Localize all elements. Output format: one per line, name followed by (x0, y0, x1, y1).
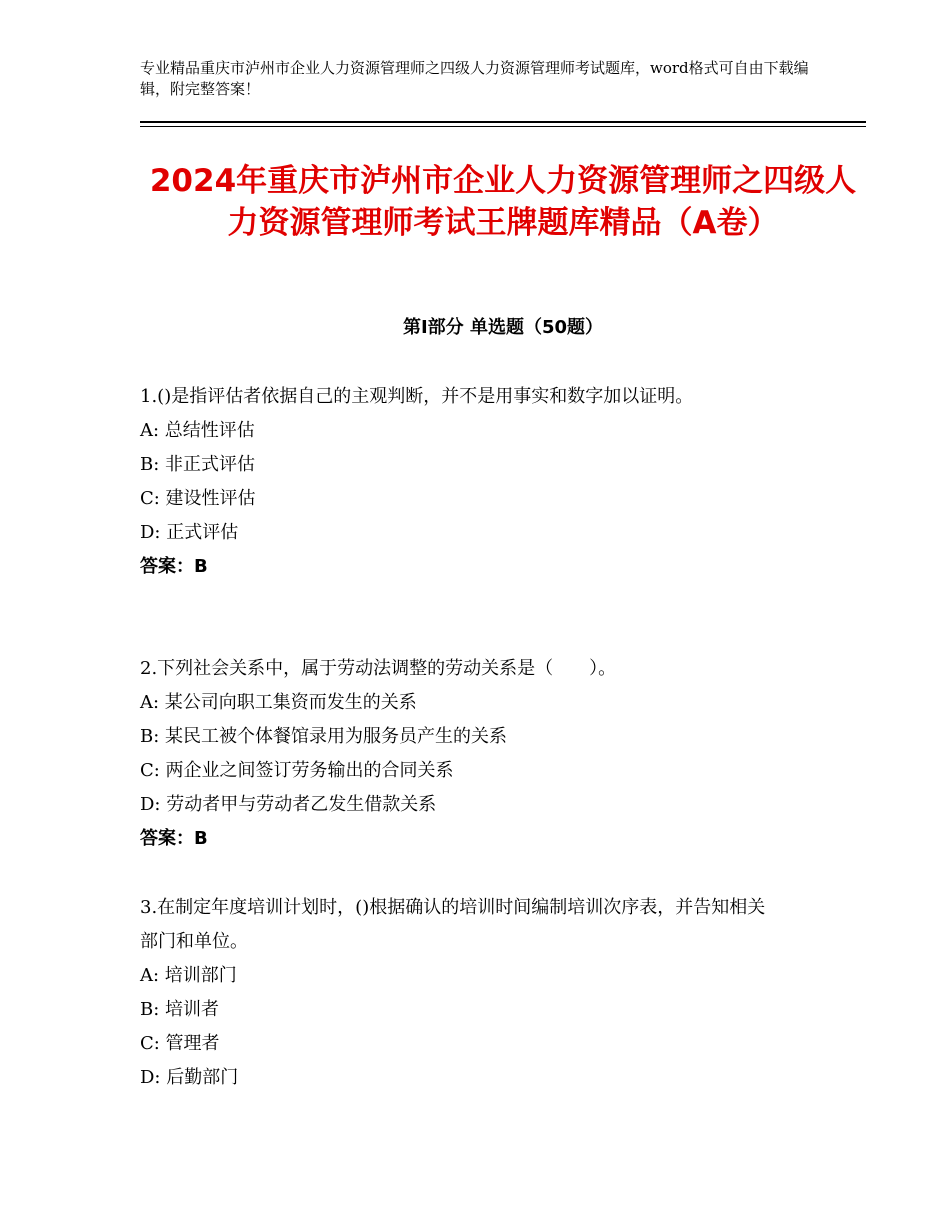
question-1 (140, 380, 780, 584)
question-stem: 2.下列社会关系中，属于劳动法调整的劳动关系是（ ）。 (140, 658, 617, 679)
header-divider-thick (140, 121, 866, 123)
option-b: B: 某民工被个体餐馆录用为服务员产生的关系 (140, 726, 508, 747)
question-3 (140, 891, 780, 1095)
option-d: D: 正式评估 (140, 522, 239, 543)
option-d: D: 后勤部门 (140, 1067, 239, 1088)
option-d: D: 劳动者甲与劳动者乙发生借款关系 (140, 794, 437, 815)
header-divider-thin (140, 126, 866, 127)
option-b: B: 非正式评估 (140, 454, 256, 475)
section-title: 第Ⅰ部分 单选题（50题） (402, 317, 603, 338)
answer: 答案：B (140, 556, 208, 577)
option-c: C: 管理者 (140, 1033, 220, 1054)
option-c: C: 两企业之间签订劳务输出的合同关系 (140, 760, 454, 781)
option-a: A: 培训部门 (140, 965, 237, 986)
question-2 (140, 652, 780, 856)
option-c: C: 建设性评估 (140, 488, 256, 509)
header-note: 专业精品重庆市泸州市企业人力资源管理师之四级人力资源管理师考试题库，word格式可自由下载编辑，附完整答案！ (140, 59, 809, 98)
question-stem: 3.在制定年度培训计划时，()根据确认的培训时间编制培训次序表，并告知相关部门和单位。 (140, 897, 766, 952)
option-a: A: 某公司向职工集资而发生的关系 (140, 692, 417, 713)
option-a: A: 总结性评估 (140, 420, 255, 441)
question-stem: 1.()是指评估者依据自己的主观判断，并不是用事实和数字加以证明。 (140, 386, 694, 407)
option-b: B: 培训者 (140, 999, 220, 1020)
page-title: 2024年重庆市泸州市企业人力资源管理师之四级人力资源管理师考试王牌题库精品（A卷） (149, 163, 857, 241)
answer: 答案：B (140, 828, 208, 849)
